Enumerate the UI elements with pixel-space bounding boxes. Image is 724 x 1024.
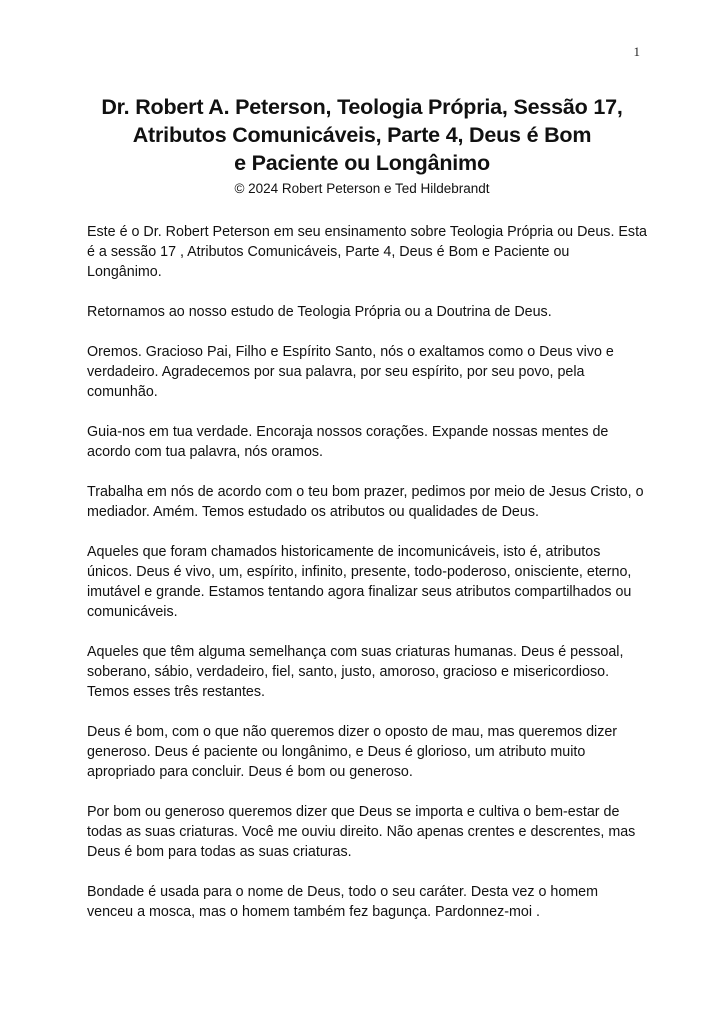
paragraph: Aqueles que têm alguma semelhança com suas criaturas humanas. Deus é pessoal, soberano, sábio, verdadeiro, fiel, santo, justo, amoroso, gracioso e misericordioso. Temos esses três restantes.	[87, 644, 624, 700]
paragraph: Deus é bom, com o que não queremos dizer o oposto de mau, mas queremos dizer generoso. Deus é paciente ou longânimo, e Deus é glorioso, um atributo muito apropriado para concluir. Deus é bom ou generoso.	[87, 724, 618, 780]
paragraph: Retornamos ao nosso estudo de Teologia Própria ou a Doutrina de Deus.	[87, 304, 552, 320]
paragraph: Guia-nos em tua verdade. Encoraja nossos corações. Expande nossas mentes de acordo com tua palavra, nós oramos.	[87, 424, 609, 460]
page-number: 1	[633, 44, 640, 59]
title-line-2: Atributos Comunicáveis, Parte 4, Deus é Bom	[132, 123, 592, 147]
paragraph: Aqueles que foram chamados historicamente de incomunicáveis, isto é, atributos únicos. Deus é vivo, um, espírito, infinito, presente, todo-poderoso, onisciente, eterno, imutável e grande. Estamos tentando agora finalizar seus atributos compartilhados ou comunicáveis.	[87, 544, 632, 620]
paragraph: Oremos. Gracioso Pai, Filho e Espírito Santo, nós o exaltamos como o Deus vivo e verdadeiro. Agradecemos por sua palavra, por seu espírito, por seu povo, pela comunhão.	[87, 344, 614, 400]
title-line-3: e Paciente ou Longânimo	[234, 151, 490, 175]
title-line-1: Dr. Robert A. Peterson, Teologia Própria, Sessão 17,	[101, 95, 623, 119]
copyright-notice: © 2024 Robert Peterson e Ted Hildebrandt	[234, 181, 490, 196]
paragraph: Trabalha em nós de acordo com o teu bom prazer, pedimos por meio de Jesus Cristo, o mediador. Amém. Temos estudado os atributos ou qualidades de Deus.	[87, 484, 644, 520]
paragraph: Por bom ou generoso queremos dizer que Deus se importa e cultiva o bem-estar de todas as suas criaturas. Você me ouviu direito. Não apenas crentes e descrentes, mas Deus é bom para todas as suas criaturas.	[87, 804, 636, 860]
document-body	[87, 222, 647, 942]
paragraph: Bondade é usada para o nome de Deus, todo o seu caráter. Desta vez o homem venceu a mosca, mas o homem também fez bagunça. Pardonnez-moi .	[87, 884, 599, 920]
document-title	[60, 93, 664, 177]
paragraph: Este é o Dr. Robert Peterson em seu ensinamento sobre Teologia Própria ou Deus. Esta é a sessão 17 , Atributos Comunicáveis, Parte 4, Deus é Bom e Paciente ou Longânimo.	[87, 224, 648, 280]
